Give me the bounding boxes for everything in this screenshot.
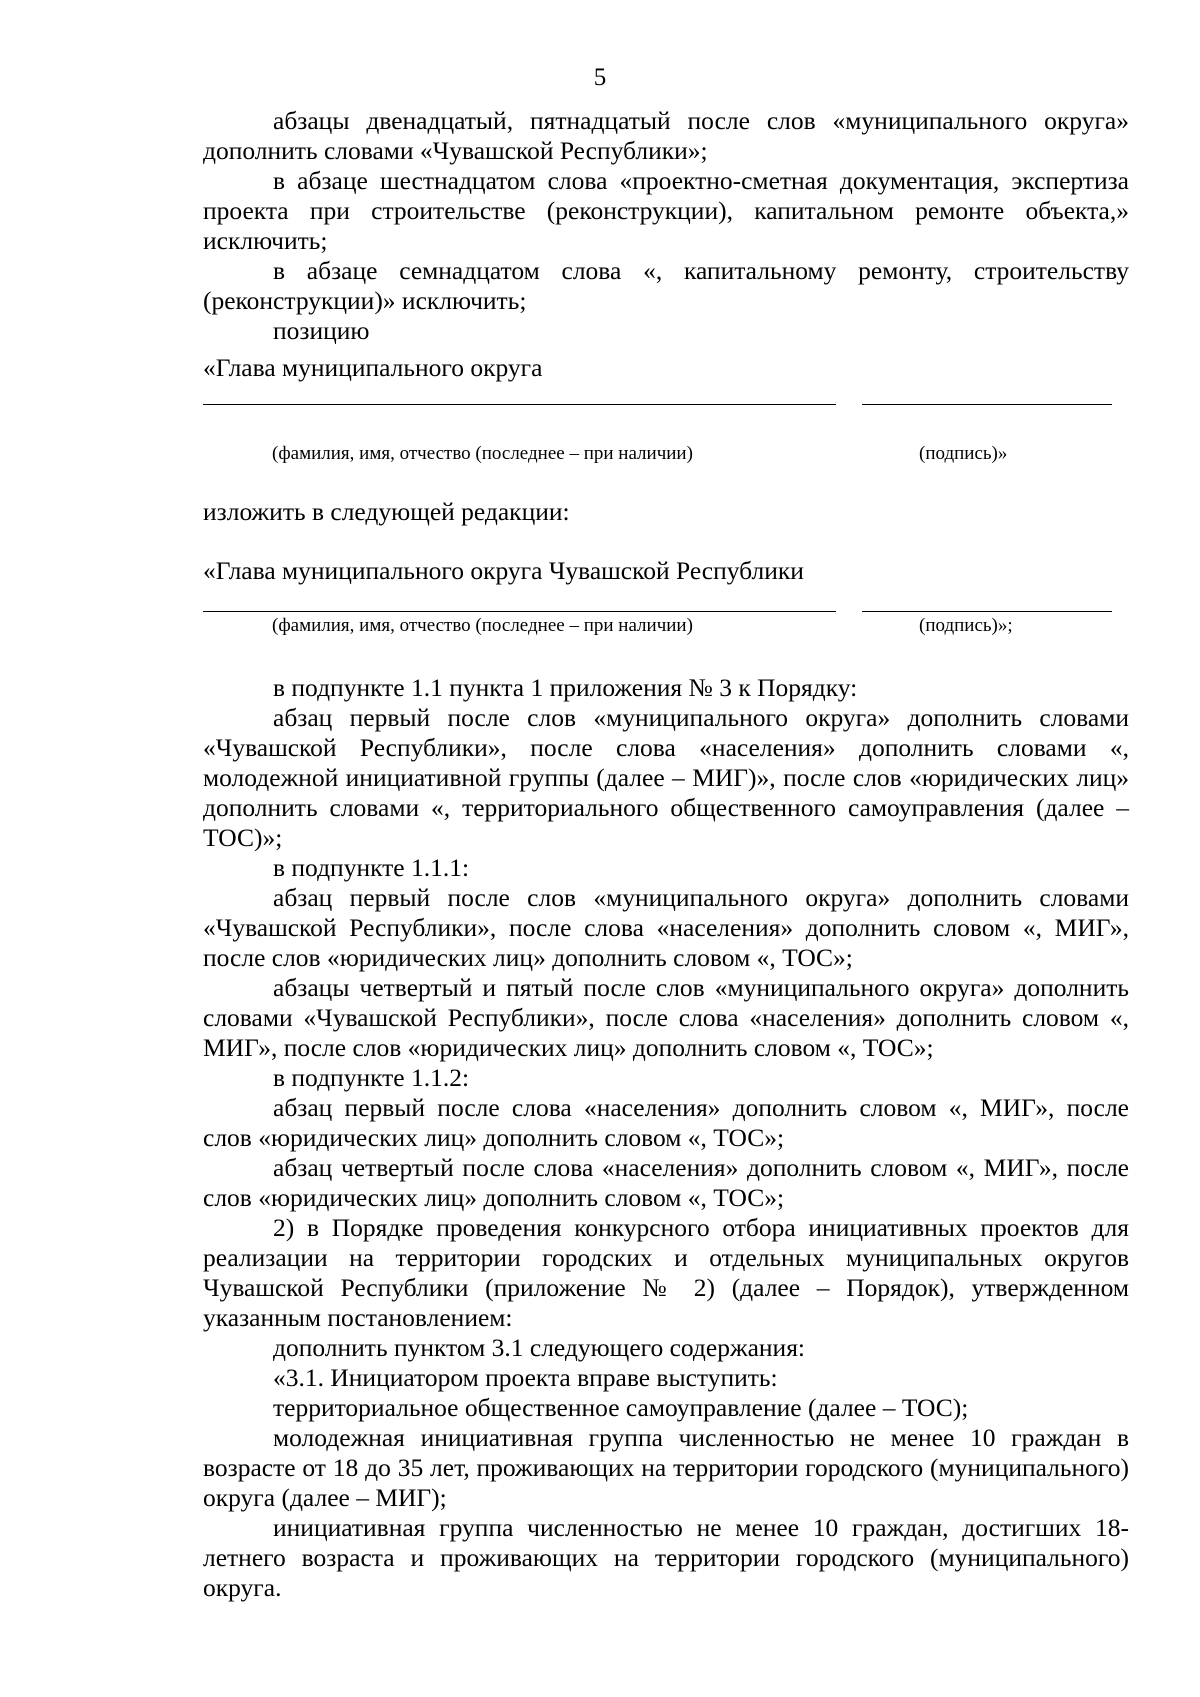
paragraph: инициативная группа численностью не менее 10 граждан, достигших 18-летнего возраста и проживающих на территории городского (муниципального) округа. [203,1513,1129,1602]
paragraph: дополнить пунктом 3.1 следующего содержания: [273,1333,806,1362]
new-name-line [203,611,836,612]
old-name-caption: (фамилия, имя, отчество (последнее – при наличии) [272,443,693,464]
old-position-title: «Глава муниципального округа [203,353,543,382]
paragraph: 2) в Порядке проведения конкурсного отбора инициативных проектов для реализации на территории городских и отдельных муниципальных округов Чувашской Республики (приложение № 2) (далее – Порядок), утвержденном указанным постановлением: [203,1213,1129,1332]
body-paragraphs [203,673,1129,1603]
paragraph: территориальное общественное самоуправление (далее – ТОС); [273,1393,969,1422]
subpoint-heading: в подпункте 1.1 пункта 1 приложения № 3 к Порядку: [273,673,858,702]
paragraph: абзац первый после слов «муниципального округа» дополнить словами «Чувашской Республики», после слова «населения» дополнить словом «, МИГ», после слов «юридических лиц» дополнить словом «, ТОС»; [203,883,1129,972]
top-paragraphs [203,106,1129,346]
paragraph: абзацы четвертый и пятый после слов «муниципального округа» дополнить словами «Чувашской Республики», после слова «населения» дополнить словом «, МИГ», после слов «юридических лиц» дополнить словом «, ТОС»; [203,973,1129,1062]
page-number: 5 [593,64,607,91]
paragraph: в абзаце семнадцатом слова «, капитальному ремонту, строительству (реконструкции)» исключить; [203,256,1129,315]
replace-text-block [203,497,1129,527]
paragraph: в подпункте 1.1.1: [273,853,470,882]
paragraph: в подпункте 1.1.2: [273,1063,470,1092]
paragraph: «3.1. Инициатором проекта вправе выступить: [273,1363,778,1392]
old-signature-caption: (подпись)» [919,443,1008,464]
new-signature-line [862,611,1112,612]
old-signature-line [862,404,1112,405]
paragraph: в абзаце шестнадцатом слова «проектно-сметная документация, экспертиза проекта при строительстве (реконструкции), капитальном ремонте объекта,» исключить; [203,166,1129,255]
new-position-title: «Глава муниципального округа Чувашской Республики [203,556,804,585]
position-word: позицию [273,316,370,345]
paragraph: абзац первый после слова «населения» дополнить словом «, МИГ», после слов «юридических лиц» дополнить словом «, ТОС»; [203,1093,1129,1152]
new-signature-caption: (подпись)»; [919,615,1013,636]
old-position-title-block [203,353,1129,383]
new-position-title-block [203,556,1129,586]
paragraph: абзацы двенадцатый, пятнадцатый после слов «муниципального округа» дополнить словами «Чувашской Республики»; [203,106,1129,165]
paragraph: абзац первый после слов «муниципального округа» дополнить словами «Чувашской Республики», после слова «населения» дополнить словами «, молодежной инициативной группы (далее – МИГ)», после слов «юридических лиц» дополнить словами «, территориального общественного самоуправления (далее – ТОС)»; [203,703,1129,852]
paragraph: абзац четвертый после слова «населения» дополнить словом «, МИГ», после слов «юридических лиц» дополнить словом «, ТОС»; [203,1153,1129,1212]
new-name-caption: (фамилия, имя, отчество (последнее – при наличии) [272,615,693,636]
paragraph: молодежная инициативная группа численностью не менее 10 граждан в возрасте от 18 до 35 лет, проживающих на территории городского (муниципального) округа (далее – МИГ); [203,1423,1129,1512]
old-name-line [203,404,836,405]
replace-text: изложить в следующей редакции: [203,497,570,526]
